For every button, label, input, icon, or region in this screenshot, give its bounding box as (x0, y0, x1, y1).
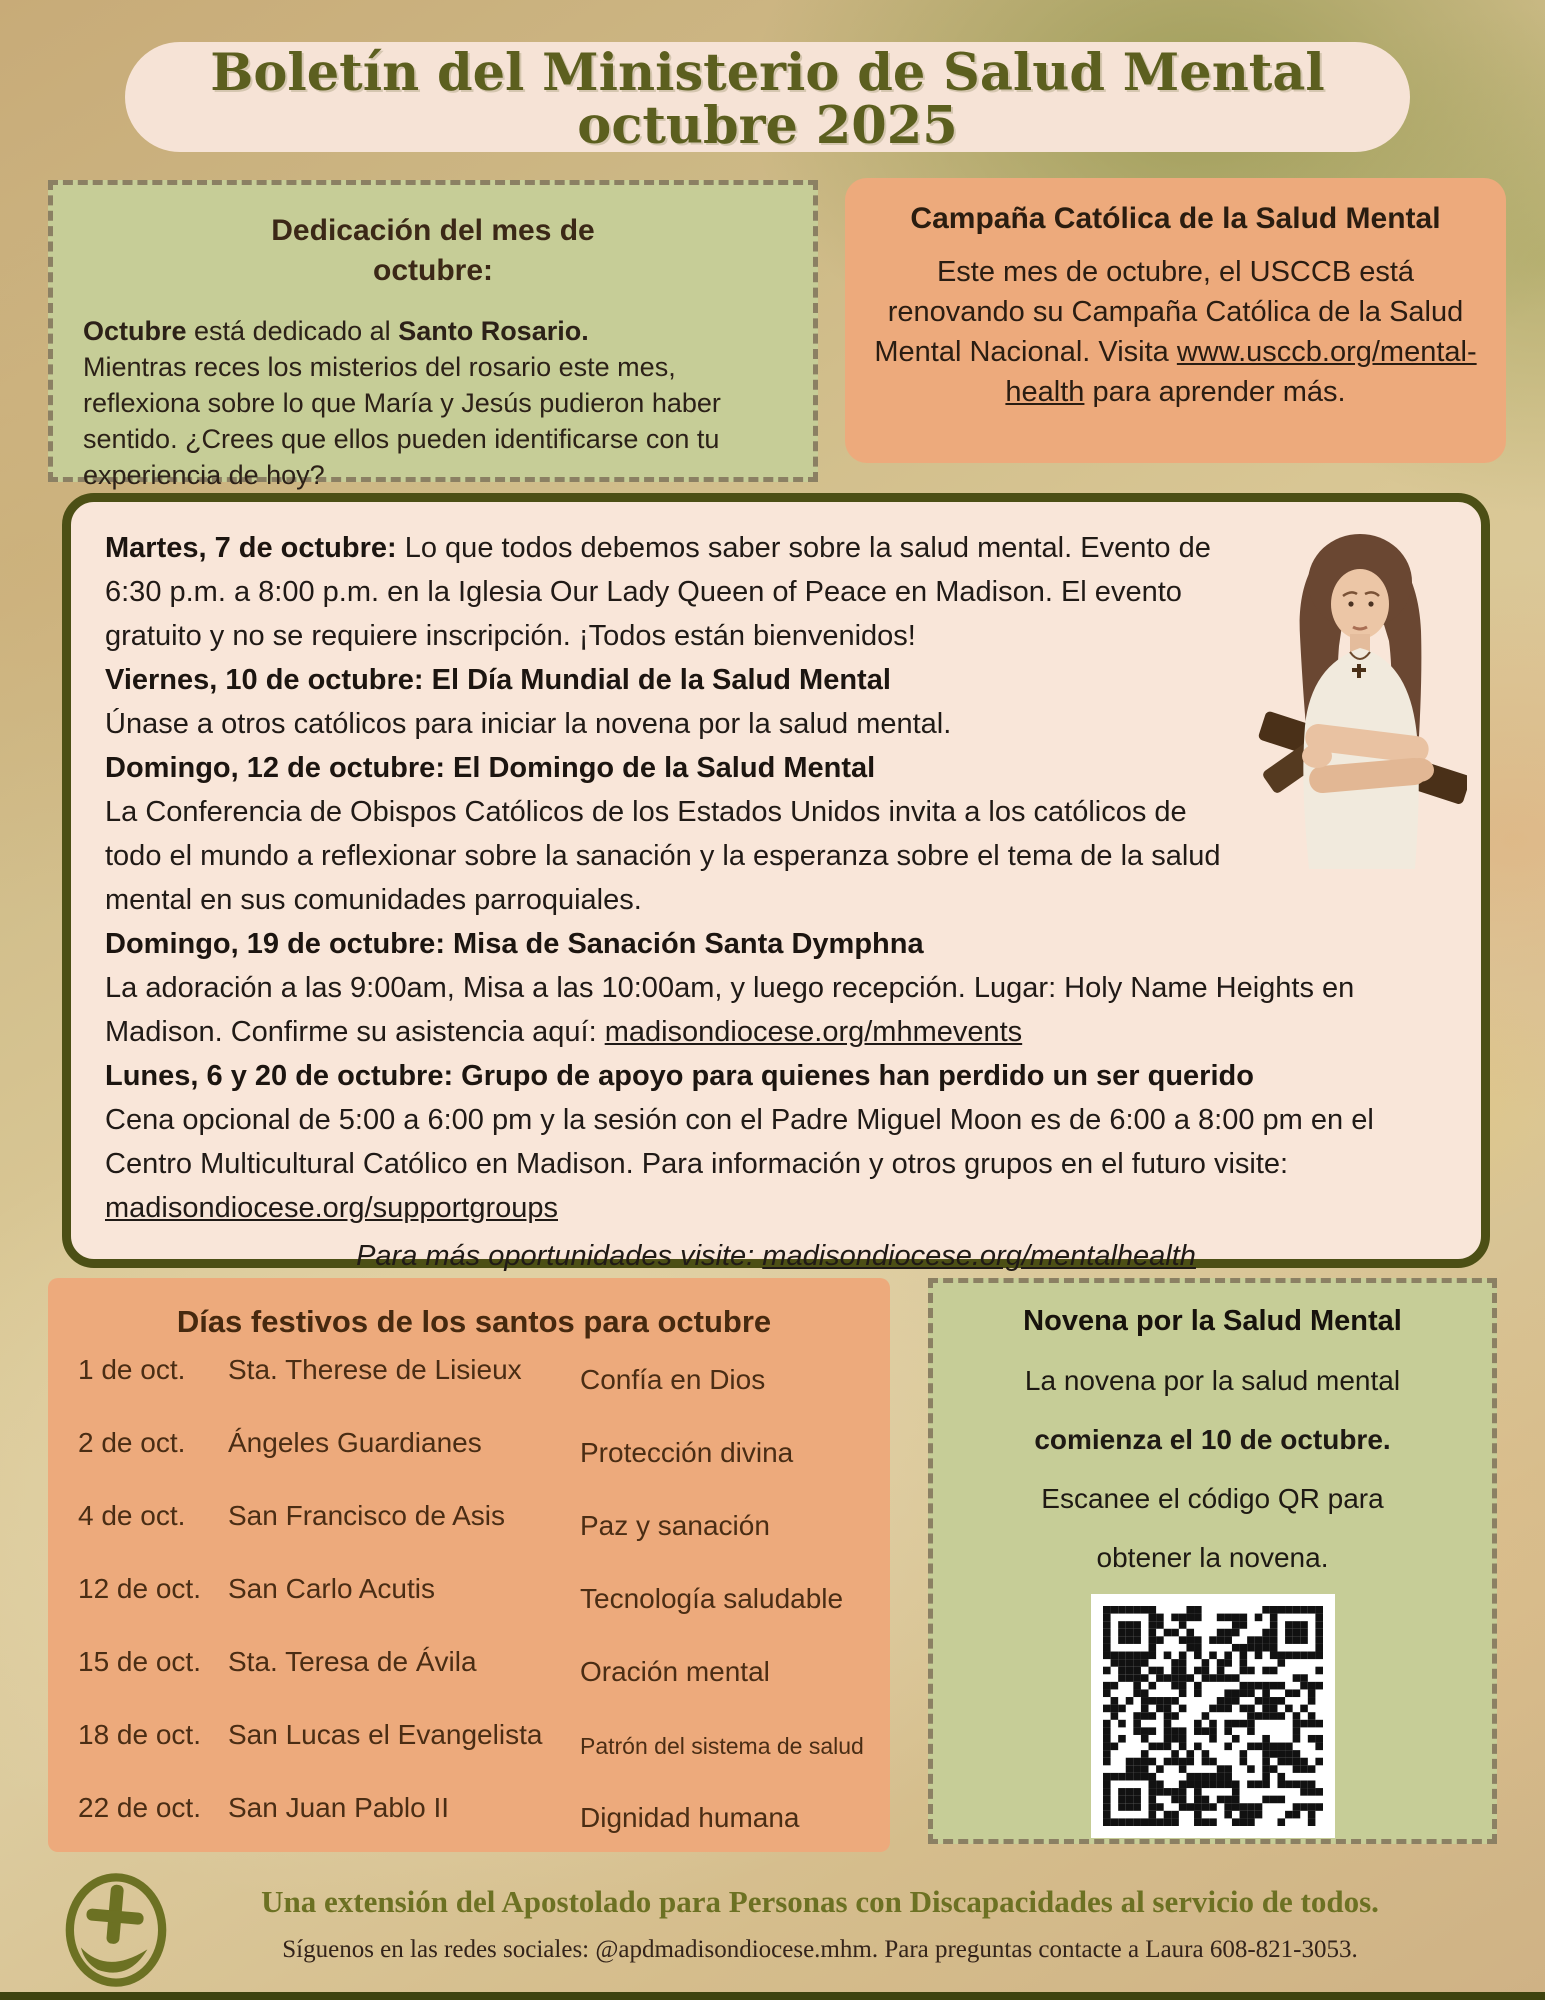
footer (0, 1856, 1545, 1992)
saints-row (78, 1427, 870, 1500)
saint-name: Ángeles Guardianes (228, 1427, 482, 1458)
novena-line2: comienza el 10 de octubre. (1034, 1424, 1391, 1455)
saint-name: San Juan Pablo II (228, 1792, 450, 1823)
saints-row (78, 1500, 870, 1573)
page-title (125, 42, 1410, 156)
saint-virtue: Paz y sanación (580, 1510, 770, 1541)
page-title-banner (125, 42, 1410, 156)
saint-name: San Francisco de Asis (228, 1500, 506, 1531)
saint-virtue: Confía en Dios (580, 1364, 766, 1395)
saint-date: 18 de oct. (78, 1719, 201, 1750)
event-item (105, 922, 1447, 1054)
event-3-heading: Domingo, 12 de octubre: El Domingo de la Salud Mental (105, 752, 876, 784)
mhmevents-link[interactable]: madisondiocese.org/mhmevents (604, 1016, 1023, 1048)
more-opportunities-line (105, 1234, 1447, 1278)
dedication-lead-bold: Octubre (83, 316, 187, 346)
mentalhealth-link[interactable]: madisondiocese.org/mentalhealth (762, 1240, 1196, 1272)
novena-line1: La novena por la salud mental (1024, 1365, 1401, 1396)
saints-row (78, 1792, 870, 1865)
footer-contact: Síguenos en las redes sociales: @apdmadisondiocese.mhm. Para preguntas contacte a Laura 608-821-3053. (282, 1936, 1358, 1963)
saints-box (48, 1278, 890, 1852)
footer-tagline: Una extensión del Apostolado para Personas con Discapacidades al servicio de todos. (261, 1884, 1379, 1919)
bottom-edge-bar (0, 1992, 1545, 2000)
figure-spacer (1242, 526, 1447, 871)
saint-virtue: Oración mental (580, 1656, 770, 1687)
saint-name: Sta. Therese de Lisieux (228, 1354, 522, 1385)
qr-code (1091, 1594, 1335, 1838)
dedication-lead-mid: está dedicado al (186, 316, 399, 346)
saints-row (78, 1573, 870, 1646)
novena-line4: obtener la novena. (1096, 1542, 1329, 1573)
supportgroups-link[interactable]: madisondiocese.org/supportgroups (105, 1192, 558, 1224)
dedication-title: Dedicación del mes de octubre: (271, 214, 595, 287)
saints-row (78, 1646, 870, 1719)
page-title-line1: Boletín del Ministerio de Salud Mental (210, 43, 1325, 103)
saint-date: 4 de oct. (78, 1500, 186, 1531)
campaign-title: Campaña Católica de la Salud Mental (910, 202, 1441, 235)
event-1-text: Lo que todos debemos saber sobre la salud mental. Evento de 6:30 p.m. a 8:00 p.m. en la Iglesia Our Lady Queen of Peace en Madison. El evento gratuito y no se requiere inscripción. ¡Todos están bienvenidos! (105, 532, 1211, 652)
campaign-text-before: Este mes de octubre, el USCCB está renovando su Campaña Católica de la Salud Mental Nacional. Visita (874, 256, 1464, 368)
saint-date: 2 de oct. (78, 1427, 186, 1458)
event-1-heading: Martes, 7 de octubre: (105, 532, 397, 564)
event-4-text: La adoración a las 9:00am, Misa a las 10:00am, y luego recepción. Lugar: Holy Name Heights en Madison. Confirme su asistencia aquí: (105, 972, 1355, 1048)
novena-box (928, 1278, 1497, 1844)
event-4-heading: Domingo, 19 de octubre: Misa de Sanación Santa Dymphna (105, 928, 924, 960)
saint-date: 12 de oct. (78, 1573, 201, 1604)
saints-row (78, 1719, 870, 1792)
event-2-text: Únase a otros católicos para iniciar la novena por la salud mental. (105, 708, 952, 740)
usccb-mental-health-link[interactable]: www.usccb.org/mental-health (1005, 336, 1477, 408)
saint-virtue: Protección divina (580, 1437, 794, 1468)
saints-title: Días festivos de los santos para octubre (176, 1304, 772, 1339)
more-opportunities-text: Para más oportunidades visite: (356, 1240, 763, 1272)
dedication-box (48, 180, 818, 490)
campaign-box (845, 178, 1506, 463)
campaign-text-after: para aprender más. (1084, 376, 1346, 408)
saint-name: Sta. Teresa de Ávila (228, 1646, 477, 1677)
dedication-lead-bold2: Santo Rosario. (398, 316, 589, 346)
saint-virtue: Tecnología saludable (580, 1583, 844, 1614)
footer-text (150, 1856, 1490, 1964)
novena-line3: Escanee el código QR para (1041, 1483, 1384, 1514)
novena-title: Novena por la Salud Mental (1023, 1305, 1402, 1337)
saint-name: San Lucas el Evangelista (228, 1719, 543, 1750)
saints-row (78, 1354, 870, 1427)
event-2-heading: Viernes, 10 de octubre: El Día Mundial de la Salud Mental (105, 664, 891, 696)
event-5-text: Cena opcional de 5:00 a 6:00 pm y la sesión con el Padre Miguel Moon es de 6:00 a 8:00 pm en el Centro Multicultural Católico en Madison. Para información y otros grupos en el futuro visite: (105, 1104, 1374, 1180)
saint-virtue: Dignidad humana (580, 1802, 800, 1833)
saint-virtue: Patrón del sistema de salud (580, 1733, 864, 1759)
dedication-text: Mientras reces los misterios del rosario este mes, reflexiona sobre lo que María y Jesús pudieron haber sentido. ¿Crees que ellos pueden identificarse con tu experiencia de hoy? (83, 352, 721, 490)
dedication-body (83, 313, 783, 493)
saint-date: 15 de oct. (78, 1646, 201, 1677)
saint-name: San Carlo Acutis (228, 1573, 435, 1604)
saint-date: 22 de oct. (78, 1792, 201, 1823)
event-item (105, 1054, 1447, 1230)
saint-date: 1 de oct. (78, 1354, 186, 1385)
event-3-text: La Conferencia de Obispos Católicos de los Estados Unidos invita a los católicos de todo el mundo a reflexionar sobre la sanación y la esperanza sobre el tema de la salud mental en sus comunidades parroquiales. (105, 796, 1221, 916)
event-5-heading: Lunes, 6 y 20 de octubre: Grupo de apoyo para quienes han perdido un ser querido (105, 1060, 1254, 1092)
campaign-body (871, 252, 1480, 412)
events-box (62, 493, 1490, 1272)
page-title-line2: octubre 2025 (577, 96, 958, 156)
